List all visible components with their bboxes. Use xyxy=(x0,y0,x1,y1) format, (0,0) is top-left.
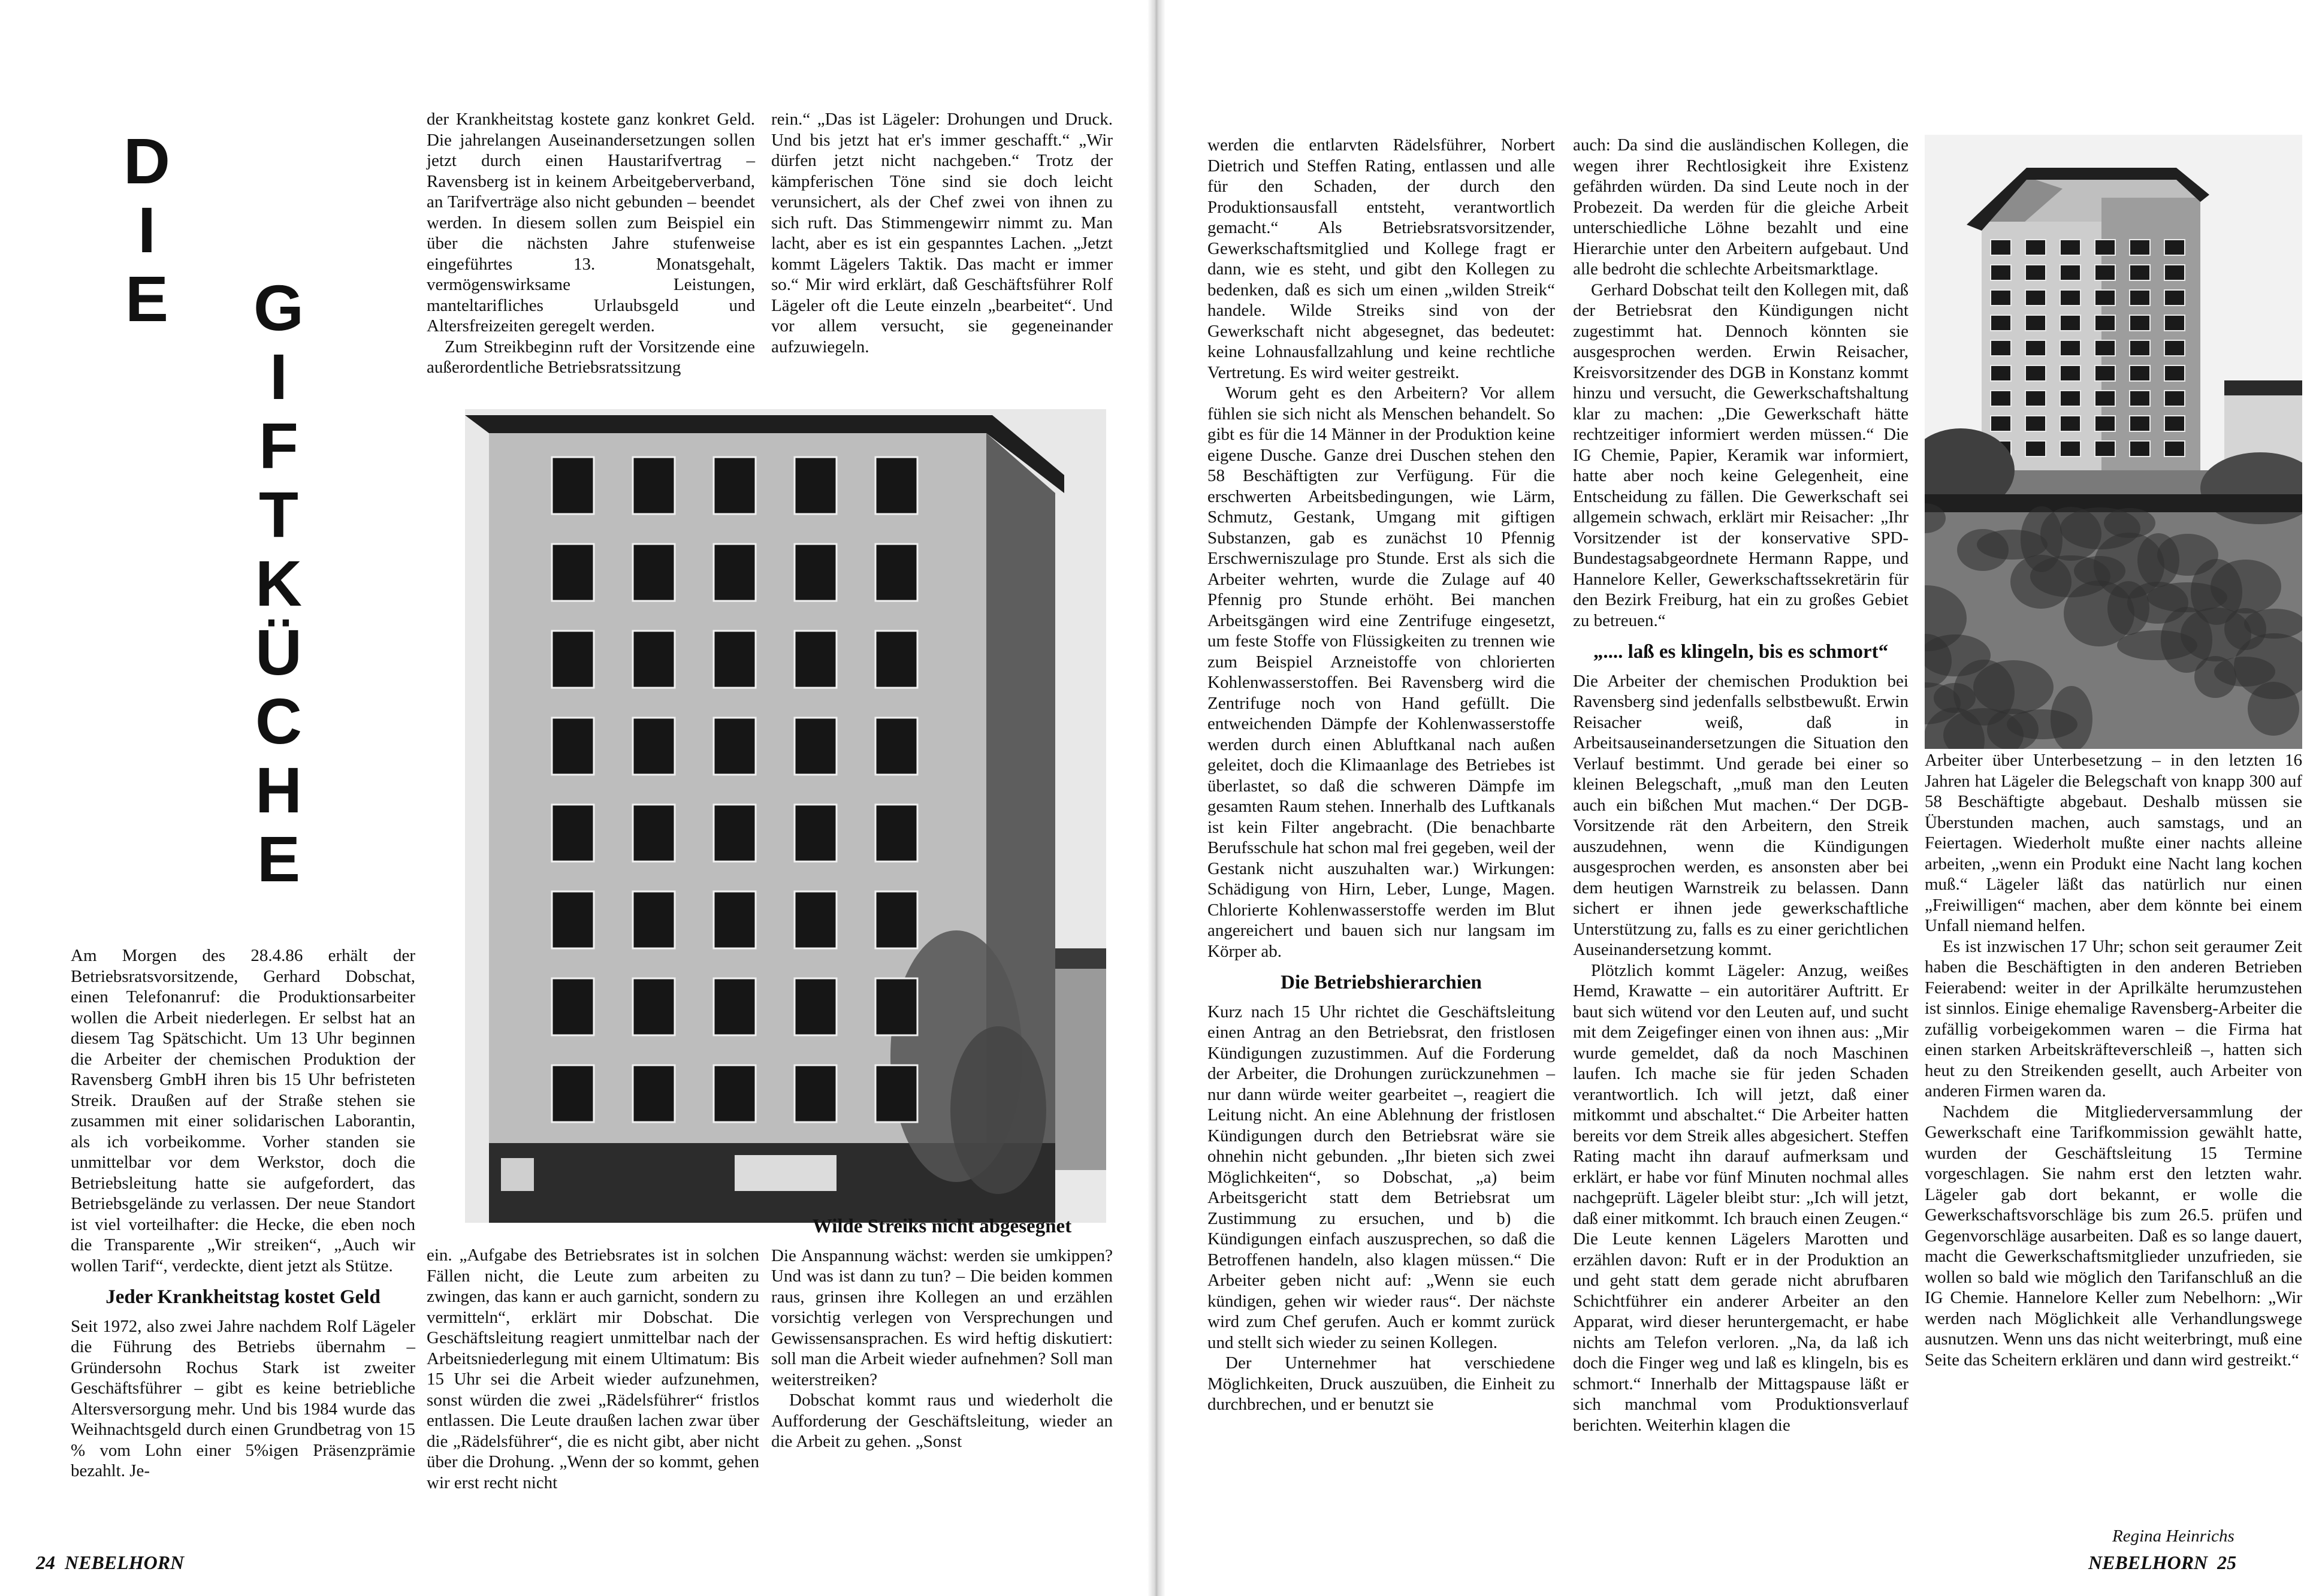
left-column-2-top xyxy=(427,109,755,378)
window xyxy=(1991,315,2011,331)
window xyxy=(633,631,675,688)
paragraph: auch: Da sind die ausländischen Kollegen, die wegen ihrer Rechtlosigkeit ihre Existenz gefährden würden. Da sind Leute noch in der Probezeit. Da werden für die gleiche Arbeit unterschiedliche Löhne bezahlt und eine Hierarchie unter den Arbeitern aufgebaut. Und alle bedroht die schlechte Arbeitsmarktlage. xyxy=(1573,135,1909,279)
window xyxy=(2130,441,2150,457)
window xyxy=(2130,391,2150,406)
paragraph: Die Arbeiter der chemischen Produktion bei Ravensberg sind jedenfalls selbstbewußt. Erwin Reisacher weiß, daß in Arbeitsauseinandersetzungen die Situation den Verlauf bestimmt. Und gerade bei einer so kleinen Belegschaft, „muß man den Leuten auch ein bißchen Mut machen.“ Der DGB-Vorsitzende rät den Arbeitern, den Streik auszudehnen, wenn die Kündigungen ausgesprochen werden, es ansonsten aber bei dem heutigen Warnstreik zu belassen. Dann sichert er ihnen jede gewerkschaftliche Unterstützung zu, falls es zu einer gerichtlichen Auseinandersetzung kommt. xyxy=(1573,671,1909,959)
window xyxy=(875,544,917,601)
paragraph: rein.“ „Das ist Lägeler: Drohungen und Druck. Und bis jetzt hat er's immer geschafft.“ „Wir dürfen jetzt nicht nachgeben.“ Trotz der kämpferischen Töne sind sie doch leicht verunsichert, als der Chef zwei von ihnen zu sich ruft. Das Stimmengewirr nimmt zu. Man lacht, aber es ist ein gespanntes Lachen. „Jetzt kommt Lägelers Taktik. Das macht er immer so.“ Mir wird erklärt, daß Geschäftsführer Rolf Lägeler oft die Leute einzeln „bearbeitet“. Und vor allem versucht, sie gegeneinander aufzuwiegeln. xyxy=(771,110,1113,356)
page-number-right: NEBELHORN 25 xyxy=(2088,1552,2237,1573)
window xyxy=(2060,340,2080,356)
left-column-1 xyxy=(71,945,415,1482)
factory-building-illustration xyxy=(465,409,1106,1223)
left-column-3-bottom xyxy=(771,1216,1113,1452)
page-gutter xyxy=(1148,0,1165,1596)
window xyxy=(633,978,675,1035)
window xyxy=(875,457,917,514)
right-column-1 xyxy=(1207,135,1555,1415)
title-letter: E xyxy=(256,823,301,895)
window xyxy=(714,1065,756,1122)
left-column-3-top xyxy=(771,109,1113,357)
window xyxy=(2164,391,2185,406)
window xyxy=(2164,365,2185,381)
paragraph: Seit 1972, also zwei Jahre nachdem Rolf Lägeler die Führung des Betriebs übernahm – Gründersohn Rochus Stark ist zweiter Geschäftsführer – gibt es keine betriebliche Altersversorgung mehr. Und bis 1984 wurde das Weihnachtsgeld durch einen Grundbetrag von 15 % vom Lohn einer 5%igen Präsenzprämie bezahlt. Je- xyxy=(71,1316,415,1480)
window xyxy=(2025,265,2046,280)
window xyxy=(875,978,917,1035)
window xyxy=(2025,290,2046,306)
window xyxy=(2130,265,2150,280)
right-column-3 xyxy=(1925,750,2302,1370)
title-letter: K xyxy=(255,547,302,619)
heading-wilde-streiks: Wilde Streiks nicht abgesegnet xyxy=(812,1216,1072,1237)
window xyxy=(2130,290,2150,306)
title-letter: T xyxy=(259,478,298,551)
window xyxy=(795,1065,837,1122)
author-byline: Regina Heinrichs xyxy=(2112,1527,2234,1546)
shrub xyxy=(2211,560,2281,613)
title-letter: G xyxy=(253,271,304,344)
window xyxy=(2060,315,2080,331)
window xyxy=(2095,391,2115,406)
heading-krankheitstag: Jeder Krankheitstag kostet Geld xyxy=(105,1286,381,1308)
window xyxy=(795,891,837,948)
paragraph: Worum geht es den Arbeitern? Vor allem fühlen sie sich nicht als Menschen behandelt. So gibt es für die 14 Männer in der Produktion keine eigene Dusche. Ganze drei Duschen stehen den 58 Beschäftigten zur Verfügung. Für die erschwerten Arbeitsbedingungen, wie Lärm, Schmutz, Gestank, Umgang mit giftigen Substanzen, gab es zunächst 10 Pfennig Erschwerniszulage pro Stunde. Erst als sich die Arbeiter wehrten, wurde die Zulage auf 40 Pfennig pro Stunde erhöht. Bei manchen Arbeitsgängen wird eine Zentrifuge eingesetzt, um feste Stoffe von Flüssigkeiten zu trennen wie zum Beispiel Arzneistoffe von chlorierten Kohlenwasserstoffen. Bei Ravensberg wird die Zentrifuge noch von Hand gefüllt. Die entweichenden Dämpfe der Kohlenwasserstoffe werden durch einen Abluftkanal nach außen geleitet, doch die Klimaanlage des Betriebes ist überlastet, so daß die schweren Dämpfe im gesamten Raum stehen. Innerhalb des Luftkanals ist kein Filter angebracht. (Die benachbarte Berufsschule hat schon mal frei gegeben, weil der Gestank nicht auszuhalten war.) Wirkungen: Schädigung von Hirn, Leber, Lunge, Magen. Chlorierte Kohlenwasserstoffe werden im Blut angereichert und bauen sich nur langsam im Körper ab. xyxy=(1207,383,1555,961)
window xyxy=(2130,340,2150,356)
paragraph: Plötzlich kommt Lägeler: Anzug, weißes Hemd, Krawatte – ein autoritärer Auftritt. Er baut sich wütend vor den Leuten auf, und sucht mit dem Zeigefinger einen von ihnen aus: „Mir wurde gemeldet, daß da noch Maschinen laufen. Ich mache sie für jeden Schaden verantwortlich. Ich will jetzt, daß einer mitkommt und abschaltet.“ Die Arbeiter hatten bereits vor dem Streik alles abgesichert. Steffen Rating macht ihn darauf aufmerksam und erklärt, er habe vor fünf Minuten nochmal alles nachgeprüft. Lägeler bleibt stur: „Ich will jetzt, daß einer mitkommt. Ich brauch einen Zeugen.“ Die Leute kennen Lägelers Marotten und erzählen davon: Ruft er in der Produktion an und geht statt dem gerade nicht abrufbaren Schichtführer ein anderer Arbeiter an den Apparat, wird dieser heruntergemacht, er habe nichts am Telefon verloren. „Na, da laß ich doch die Finger weg und laß es klingeln, bis es schmort.“ Innerhalb der Mittagspause läßt er sich manchmal vom Produktionsverlauf berichten. Weiterhin klagen die xyxy=(1573,960,1909,1435)
window xyxy=(875,891,917,948)
paragraph: Nachdem die Mitgliederversammlung der Gewerkschaft eine Tarifkommission gewählt hatte, wurden der Geschäftsleitung 15 Termine vorgeschlagen. Sie nahm erst den letzten wahr. Lägeler gab dort bekannt, er wolle die Gewerkschaftsvorschläge bis zum 26.5. prüfen und Gegenvorschläge ausarbeiten. Daß es so lange dauert, macht die Gewerkschaftsmitglieder unzufrieden, sie wollen so bald wie möglich den Tarifanschluß an die IG Chemie. Hannelore Keller zum Nebelhorn: „Wir werden nach Möglichkeit alle Verhandlungswege ausnutzen. Wenn uns das nicht weiterbringt, muß eine Seite das Scheitern erklären und dann wird gestreikt.“ xyxy=(1925,1102,2302,1370)
window xyxy=(2025,441,2046,457)
window xyxy=(795,718,837,775)
window xyxy=(714,891,756,948)
window xyxy=(2060,365,2080,381)
window xyxy=(714,544,756,601)
window xyxy=(714,718,756,775)
window xyxy=(2060,290,2080,306)
window xyxy=(2164,416,2185,431)
window xyxy=(552,631,594,688)
window xyxy=(2130,240,2150,255)
paragraph: Kurz nach 15 Uhr richtet die Geschäftsleitung einen Antrag an den Betriebsrat, den fristlosen Kündigungen zuzustimmen. Auf die Forderung der Arbeiter, die Drohungen zurückzunehmen – nur dann würde weiter gearbeitet –, reagiert die Leitung nicht. An eine Ablehnung der fristlosen Kündigungen durch den Betriebsrat wäre sie ohnehin nicht gebunden. „Ihr bieten sich zwei Möglichkeiten“, so Dobschat, „a) beim Arbeitsgericht statt dem Betriebsrat um Zustimmung zu ersuchen, und b) die Kündigungen einfach auszusprechen, so daß die Betroffenen handeln, also klagen müssen.“ Die Arbeiter geben nicht auf: „Wenn sie euch kündigen, gehen wir wieder raus“. Der nächste wird zum Chef gerufen. Auch er kommt zurück und stellt sich wieder zu seinen Kollegen. xyxy=(1207,1002,1555,1352)
window xyxy=(2164,240,2185,255)
window xyxy=(1991,416,2011,431)
window xyxy=(633,891,675,948)
window xyxy=(875,718,917,775)
title-letter: Ü xyxy=(255,616,302,688)
window xyxy=(2025,391,2046,406)
window xyxy=(2164,315,2185,331)
shrub xyxy=(2051,686,2092,749)
window xyxy=(795,457,837,514)
window xyxy=(875,631,917,688)
shrub xyxy=(2104,508,2155,538)
window xyxy=(552,891,594,948)
window xyxy=(1991,340,2011,356)
window xyxy=(2095,441,2115,457)
title-letter: H xyxy=(255,754,302,826)
paragraph: Zum Streikbeginn ruft der Vorsitzende eine außerordentliche Betriebsratssitzung xyxy=(427,337,755,377)
paragraph: Der Unternehmer hat verschiedene Möglichkeiten, Druck auszuüben, die Einheit zu durchbrechen, und er benutzt sie xyxy=(1207,1353,1555,1414)
factory-building-photo xyxy=(465,409,1106,1223)
window xyxy=(633,718,675,775)
title-letter: I xyxy=(269,340,288,413)
window xyxy=(2025,315,2046,331)
window xyxy=(875,805,917,862)
office-building-illustration xyxy=(1925,135,2302,749)
window xyxy=(2095,315,2115,331)
window xyxy=(2025,365,2046,381)
paragraph: Die Anspannung wächst: werden sie umkippen? Und was ist dann zu tun? – Die beiden kommen raus, grinsen ihre Kollegen an und erzählen vorsichtig verlegen von Versprechungen und Gewissensansprachen. Es wird heftig diskutiert: soll man die Arbeit wieder aufnehmen? Soll man weiterstreiken? xyxy=(771,1246,1113,1389)
window xyxy=(795,978,837,1035)
window xyxy=(1991,391,2011,406)
window xyxy=(875,1065,917,1122)
page-number-left: 24 NEBELHORN xyxy=(36,1552,185,1573)
left-column-2-bottom xyxy=(427,1245,759,1493)
window xyxy=(633,544,675,601)
window xyxy=(1991,240,2011,255)
window xyxy=(2095,416,2115,431)
window xyxy=(2060,441,2080,457)
window xyxy=(633,1065,675,1122)
window xyxy=(552,544,594,601)
window xyxy=(2060,240,2080,255)
title-letter: I xyxy=(137,194,156,266)
window xyxy=(795,805,837,862)
window xyxy=(714,805,756,862)
paragraph: werden die entlarvten Rädelsführer, Norbert Dietrich und Steffen Rating, entlassen und alle für den Schaden, der durch den Produktionsausfall entsteht, verantwortlich gemacht.“ Als Betriebsratsvorsitzender, Gewerkschaftsmitglied und Kollege fragt er dann, wie es steht, und gibt den Kollegen zu bedenken, daß es sich um einen „wilden Streik“ handele. Wilde Streiks sind von der Gewerkschaft nicht abgesegnet, das bedeutet: keine Lohnausfallzahlung und keine rechtliche Vertretung. Es wird weiter gestreikt. xyxy=(1207,135,1555,382)
window xyxy=(2095,290,2115,306)
shrub xyxy=(2157,534,2218,576)
right-column-2 xyxy=(1573,135,1909,1435)
window xyxy=(795,631,837,688)
window xyxy=(552,805,594,862)
paragraph: Gerhard Dobschat teilt den Kollegen mit, daß der Betriebsrat den Kündigungen nicht zugestimmt hat. Dennoch könnten sie ausgesprochen werden. Erwin Reisacher, Kreisvorsitzender des DGB in Konstanz kommt hinzu und versucht, die Gewerkschaftshaltung klar zu machen: „Die Gewerkschaft hätte rechtzeitiger informiert werden müssen.“ Die IG Chemie, Papier, Keramik war informiert, hatte aber noch keine Gelegenheit, eine Entscheidung zu fällen. Die Gewerkschaft sei allgemein schwach, erklärt mir Reisacher: „Ihr Vorsitzender ist der konservative SPD-Bundestagsabgeordnete Hermann Rappe, und Hannelore Keller, Gewerkschaftssekretärin für den Bezirk Freiburg, hat ein zu großes Gebiet zu betreuen.“ xyxy=(1573,280,1909,630)
window xyxy=(633,457,675,514)
window xyxy=(795,544,837,601)
window xyxy=(2025,340,2046,356)
window xyxy=(2164,265,2185,280)
heading-klingeln: „.... laß es klingeln, bis es schmort“ xyxy=(1593,641,1889,663)
window xyxy=(2130,365,2150,381)
office-building-photo xyxy=(1925,135,2302,749)
window xyxy=(2164,290,2185,306)
paragraph: Am Morgen des 28.4.86 erhält der Betriebsratsvorsitzende, Gerhard Dobschat, einen Telefonanruf: die Produktionsarbeiter wollen die Arbeit niederlegen. Er selbst hat an diesem Tag Spätschicht. Um 13 Uhr beginnen die Arbeiter der chemischen Produktion der Ravensberg GmbH ihren bis 15 Uhr befristeten Streik. Draußen auf der Straße stehen sie zusammen mit einer solidarischen Laborantin, als ich vorbeikomme. Vorher standen sie unmittelbar vor dem Werkstor, doch die Betriebsleitung hatte sie aufgefordert, das Betriebsgelände zu verlassen. Der neue Standort ist viel vorteilhafter: die Hecke, die eben noch die Transparente „Wir streiken“, „Auch wir wollen Tarif“, verdeckte, dient jetzt als Stütze. xyxy=(71,946,415,1275)
window xyxy=(2164,441,2185,457)
window xyxy=(714,978,756,1035)
title-letter: E xyxy=(125,262,169,335)
window xyxy=(714,631,756,688)
window xyxy=(633,805,675,862)
window xyxy=(714,457,756,514)
window xyxy=(552,978,594,1035)
paragraph: Es ist inzwischen 17 Uhr; schon seit geraumer Zeit haben die Beschäftigten in den anderen Betrieben Feierabend: weiter in der Aprilkälte herumzustehen ist sinnlos. Einige ehemalige Ravensberg-Arbeiter die zufällig vorbeigekommen waren – die Firma hat einen starken Arbeitskräfteverschleiß –, hatten sich heut zu den Streikenden gesellt, auch Arbeiter von anderen Firmen waren da. xyxy=(1925,936,2302,1101)
paragraph: der Krankheitstag kostete ganz konkret Geld. Die jahrelangen Auseinandersetzungen sollen jetzt durch einen Haustarifvertrag – Ravensberg ist in keinem Arbeitgeberverband, an Tarifverträge also nicht gebunden – beendet werden. In diesem sollen zum Beispiel ein über die nächsten Jahre stufenweise eingeführtes 13. Monatsgehalt, vermögenswirksame Leistungen, manteltarifliches Urlaubsgeld und Altersfreizeiten geregelt werden. xyxy=(427,110,755,335)
window xyxy=(2060,391,2080,406)
window xyxy=(2164,340,2185,356)
window xyxy=(2060,416,2080,431)
window xyxy=(1991,290,2011,306)
window xyxy=(2025,416,2046,431)
window xyxy=(552,457,594,514)
heading-betriebshierarchien: Die Betriebshierarchien xyxy=(1281,972,1482,993)
title-letter: D xyxy=(123,125,170,197)
window xyxy=(1991,265,2011,280)
window xyxy=(2095,365,2115,381)
title-letter: F xyxy=(259,409,298,482)
window xyxy=(2060,265,2080,280)
window xyxy=(552,718,594,775)
window xyxy=(2130,315,2150,331)
window xyxy=(2095,340,2115,356)
window xyxy=(2025,240,2046,255)
paragraph: Arbeiter über Unterbesetzung – in den letzten 16 Jahren hat Lägeler die Belegschaft von knapp 300 auf 58 Beschäftigte abgebaut. Deshalb müssen sie Überstunden machen, auch samstags, und an Feiertagen. Wiederholt mußte einer nachts alleine arbeiten, „wenn ein Produkt eine Nacht lang kochen muß.“ Lägeler läßt das natürlich nur einen „Freiwilligen“ machen, aber dem könnte bei einem Unfall niemand helfen. xyxy=(1925,751,2302,935)
window xyxy=(552,1065,594,1122)
window xyxy=(2095,265,2115,280)
title-letter: C xyxy=(255,685,302,757)
window xyxy=(2130,416,2150,431)
paragraph: ein. „Aufgabe des Betriebsrates ist in solchen Fällen nicht, die Leute zum arbeiten zu zwingen, das kann er auch garnicht, sondern zu vermitteln“, erklärt mir Dobschat. Die Geschäftsleitung reagiert unmittelbar nach der Arbeitsniederlegung mit einem Ultimatum: Bis 15 Uhr sei die Arbeit wieder aufzunehmen, sonst würden die zwei „Rädelsführer“ fristlos entlassen. Die Leute draußen lachen zwar über die „Rädelsführer“, die es nicht gibt, aber nicht über die Drohung. „Wenn der so kommt, gehen wir erst recht nicht xyxy=(427,1246,759,1492)
paragraph: Dobschat kommt raus und wiederholt die Aufforderung der Geschäftsleitung, wieder an die Arbeit zu gehen. „Sonst xyxy=(771,1391,1113,1451)
window xyxy=(2095,240,2115,255)
window xyxy=(1991,365,2011,381)
shrub xyxy=(1973,660,2054,714)
